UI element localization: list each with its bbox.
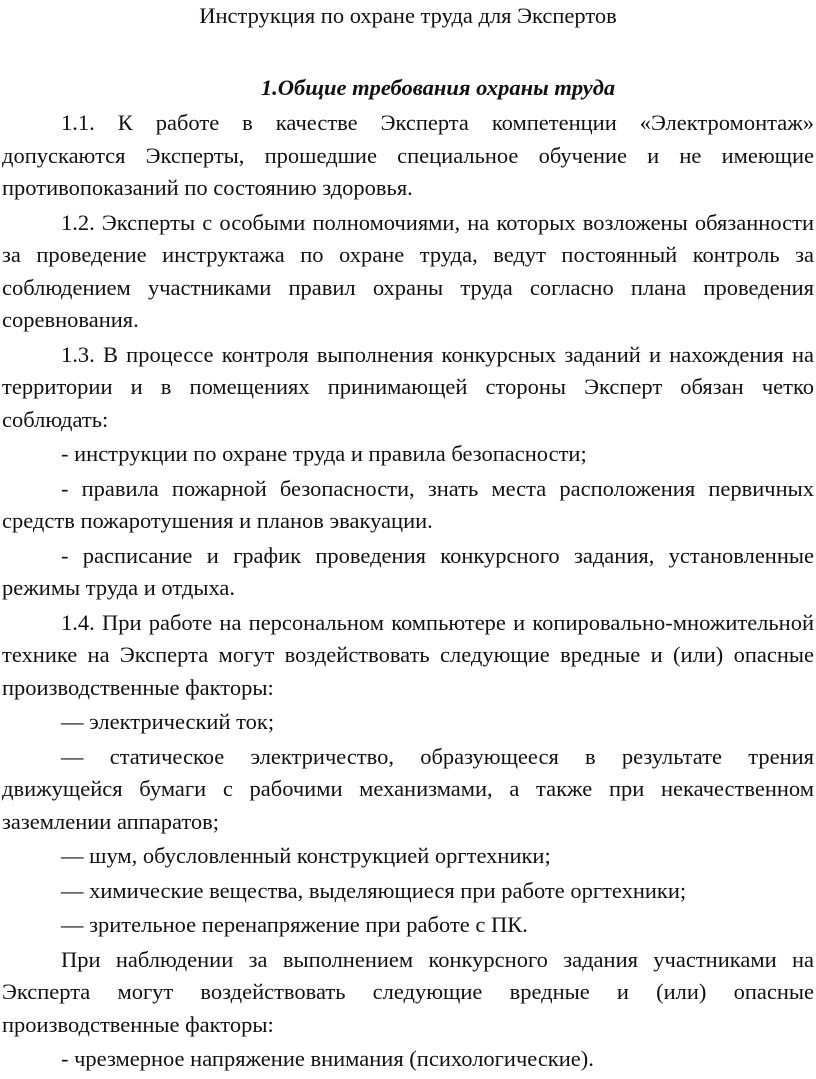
list-item-static-electricity: — статическое электричество, образующееся в результате трения движущейся бумаги с рабочими механизмами, а также при некачественном заземлении аппаратов; [2, 743, 814, 834]
list-item-schedule: - расписание и график проведения конкурсного задания, установленные режимы труда и отдыха. [2, 542, 814, 600]
list-item-noise: — шум, обусловленный конструкцией оргтехники; [61, 843, 551, 868]
paragraph-1-3: 1.3. В процессе контроля выполнения конкурсных заданий и нахождения на территории и в помещениях принимающей стороны Эксперт обязан четко соблюдать: [2, 341, 814, 432]
list-item-visual-strain: — зрительное перенапряжение при работе с ПК. [61, 912, 528, 937]
list-item-attention-strain: - чрезмерное напряжение внимания (психологические). [61, 1046, 594, 1071]
list-item-fire-safety: - правила пожарной безопасности, знать места расположения первичных средств пожаротушения и планов эвакуации. [2, 475, 814, 533]
paragraph-1-2: 1.2. Эксперты с особыми полномочиями, на которых возложены обязанности за проведение инструктажа по охране труда, ведут постоянный контроль за соблюдением участниками правил охраны труда согласно плана проведения соревнования. [2, 209, 814, 332]
list-item-electric-current: — электрический ток; [61, 709, 275, 734]
paragraph-1-1: 1.1. К работе в качестве Эксперта компетенции «Электромонтаж» допускаются Эксперты, прошедшие специальное обучение и не имеющие противопоказаний по состоянию здоровья. [2, 110, 814, 200]
paragraph-1-4: 1.4. При работе на персональном компьютере и копировально-множительной технике на Эксперта могут воздействовать следующие вредные и (или) опасные производственные факторы: [2, 609, 814, 700]
list-item-safety-instructions: - инструкции по охране труда и правила безопасности; [61, 441, 587, 466]
document-title: Инструкция по охране труда для Экспертов [199, 3, 617, 28]
paragraph-observation: При наблюдении за выполнением конкурсного задания участниками на Эксперта могут воздействовать следующие вредные и (или) опасные производственные факторы: [2, 946, 814, 1037]
section-heading: 1.Общие требования охраны труда [260, 74, 616, 100]
list-item-chemicals: — химические вещества, выделяющиеся при работе оргтехники; [61, 877, 687, 903]
